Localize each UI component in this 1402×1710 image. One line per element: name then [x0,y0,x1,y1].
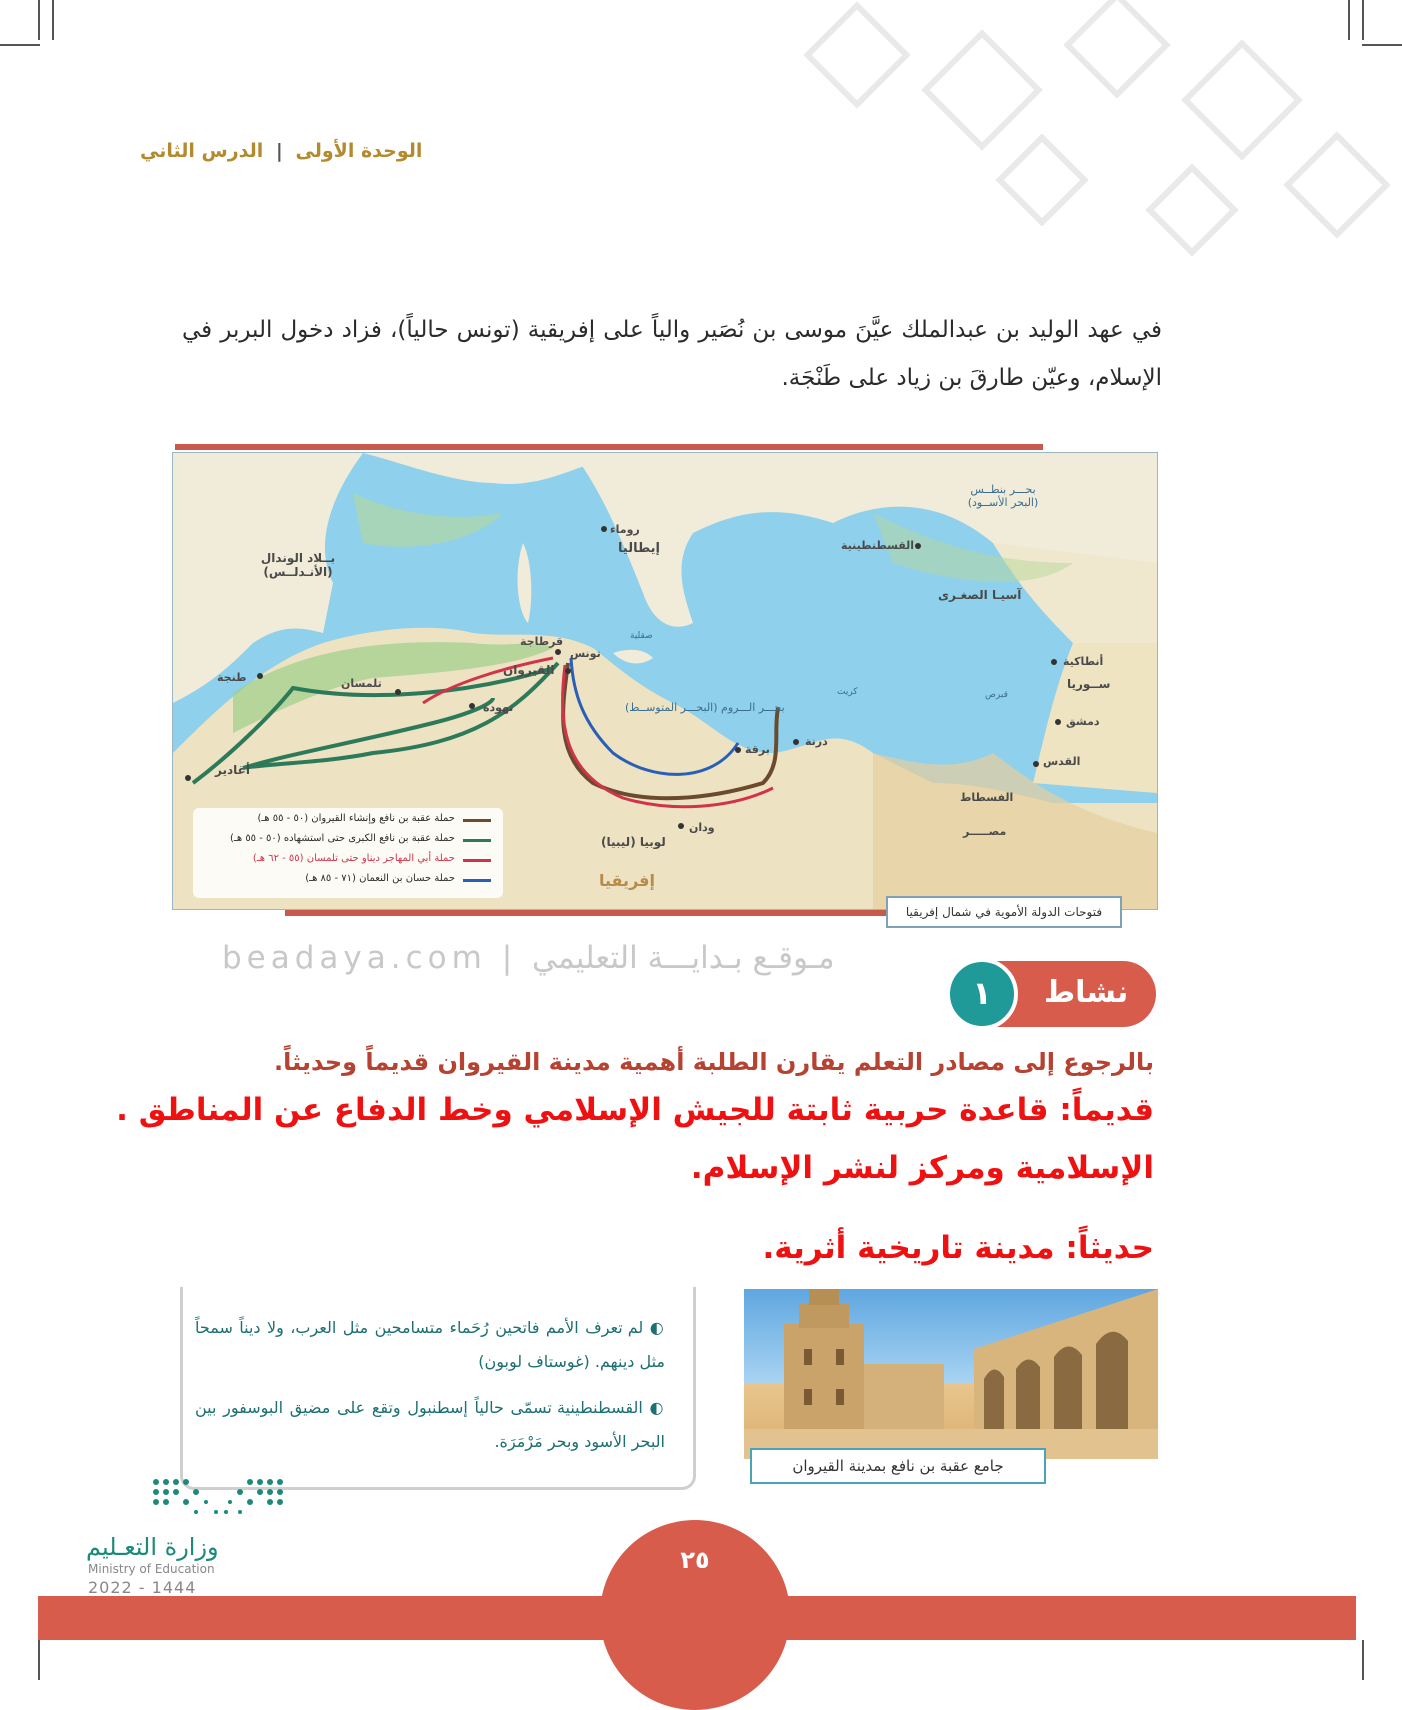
map-city-dot [555,649,561,655]
page-number: ٢٥ [680,1546,710,1574]
map-figure [172,452,1158,910]
map-label-africa: إفريقيا [599,871,655,890]
legend-row [197,872,497,890]
edition-year: 2022 - 1444 [88,1578,197,1597]
activity-question: بالرجوع إلى مصادر التعلم يقارن الطلبة أهمية مدينة القيروان قديماً وحديثاً. [274,1048,1154,1076]
map-label-jerusalem: القدس [1043,755,1081,768]
legend-text: حملة عقبة بن نافع وإنشاء القيروان (٥٠ - ٥٥ هـ) [257,813,455,824]
legend-text: حملة أبي المهاجر ديناو حتى تلمسان (٥٥ - ٦٢ هـ) [252,853,455,864]
bullet-icon: ◐ [643,1318,666,1337]
note-box-overlay [176,1205,706,1287]
header-separator: | [275,140,283,162]
legend-swatch [463,839,491,842]
watermark-domain: beadaya.com [222,940,487,976]
map-top-bar [175,444,1043,450]
crop-mark [1362,1640,1364,1680]
activity-label: نشاط [1044,975,1129,1010]
map-label-tlemcen: تلمسان [341,677,382,690]
map-label-carthage: قرطاجة [520,635,564,648]
watermark-separator: | [501,940,518,976]
map-city-dot [915,543,921,549]
legend-text: حملة حسان بن النعمان (٧١ - ٨٥ هـ) [305,873,455,884]
map-city-dot [565,668,571,674]
map-label-derna: درنة [805,735,828,748]
map-city-dot [678,823,684,829]
ministry-name-arabic: وزارة التعـليم [86,1533,219,1561]
photo-caption: جامع عقبة بن نافع بمدينة القيروان [750,1448,1046,1484]
note-bullet-1 [195,1311,665,1379]
note-bullet-1-text: لم تعرف الأمم فاتحين رُحَماء متسامحين مثل العرب، ولا ديناً سمحاً مثل دينهم. (غوستاف لوبون) [195,1318,665,1371]
map-label-crete: كريت [837,687,858,697]
ministry-name-english: Ministry of Education [88,1562,215,1576]
map-city-dot [1055,719,1061,725]
legend-swatch [463,879,491,882]
watermark-site-name: مـوقـع بـدايـــة التعليمي [532,940,835,976]
map-label-tangier: طنجة [217,671,247,684]
map-bottom-bar [285,910,905,916]
crop-mark [52,0,54,40]
legend-text: حملة عقبة بن نافع الكبرى حتى استشهاده (٥٠ - ٥٥ هـ) [230,833,455,844]
legend-swatch [463,859,491,862]
note-bullet-2 [195,1391,665,1459]
map-city-dot [1033,761,1039,767]
map-city-dot [793,739,799,745]
map-label-tahuda: تهودة [483,701,514,714]
map-label-med-sea: بحـــر الـــروم (البحـــر المتوســط) [625,701,785,714]
legend-swatch [463,819,491,822]
answer-past-line2: الإسلامية ومركز لنشر الإسلام. [690,1150,1154,1186]
intro-paragraph: في عهد الوليد بن عبدالملك عيَّنَ موسى بن نُصَير والياً على إفريقية (تونس حالياً)، فزاد دخول البربر في الإسلام، وعيّن طارقَ بن زياد على طَنْجَة. [182,317,1162,391]
legend-row [197,852,497,870]
map-label-libya: لوبيا (ليبيا) [601,835,666,849]
map-label-sicily: صقلية [630,631,653,641]
watermark [222,940,835,976]
activity-number: ١ [972,974,992,1012]
map-city-dot [185,775,191,781]
map-legend [193,808,503,898]
map-city-dot [735,747,741,753]
mosque-illustration [744,1289,1158,1459]
lesson-title: الدرس الثاني [140,140,264,162]
map-label-barqa: برقة [745,743,770,756]
map-label-syria: ســوريا [1067,677,1111,691]
map-city-dot [469,703,475,709]
map-label-egypt: مصـــــر [963,825,1007,838]
map-label-constantinople: القسطنطينية [841,539,915,552]
map-city-dot [395,689,401,695]
unit-title: الوحدة الأولى [295,140,423,162]
answer-modern: حديثاً: مدينة تاريخية أثرية. [762,1230,1154,1266]
legend-row [197,832,497,850]
decorative-pattern [762,0,1402,300]
map-label-asia-minor: آسيـا الصغـرى [938,588,1022,602]
map-label-italy: إيطاليا [618,541,660,556]
map-label-vandals: بــلاد الوندال (الأنـدلــس) [260,551,336,579]
map-label-rome: روماء [610,523,640,536]
crop-mark [38,0,40,40]
answer-past-line1: قديماً: قاعدة حربية ثابتة للجيش الإسلامي وخط الدفاع عن المناطق . [116,1092,1154,1128]
map-label-cyprus: قبرص [985,690,1008,700]
bullet-icon: ◐ [642,1398,666,1417]
map-label-kairouan: القيروان [503,663,555,677]
map-label-waddan: ودان [689,821,715,834]
map-label-fustat: الفسطاط [960,791,1014,804]
map-city-dot [1051,659,1057,665]
activity-number-circle [946,958,1018,1030]
legend-row [197,812,497,830]
page-header [140,140,422,162]
map-label-tunis: تونس [570,647,601,660]
map-label-damascus: دمشق [1066,715,1100,728]
map-caption: فتوحات الدولة الأموية في شمال إفريقيا [886,896,1122,928]
crop-mark [38,1640,40,1680]
map-label-black-sea: بحـــر بنطــس (البحر الأســود) [967,483,1039,509]
crop-mark [0,44,40,46]
note-bullet-2-text: القسطنطينية تسمّى حالياً إسطنبول وتقع على مضيق البوسفور بين البحر الأسود وبحر مَرْمَرَة. [195,1398,665,1451]
map-label-agadir: أغادير [215,763,250,777]
ministry-logo-dots [150,1476,290,1520]
mosque-photo [744,1289,1158,1459]
map-city-dot [257,673,263,679]
map-label-antioch: أنطاكية [1063,655,1104,668]
map-city-dot [601,526,607,532]
